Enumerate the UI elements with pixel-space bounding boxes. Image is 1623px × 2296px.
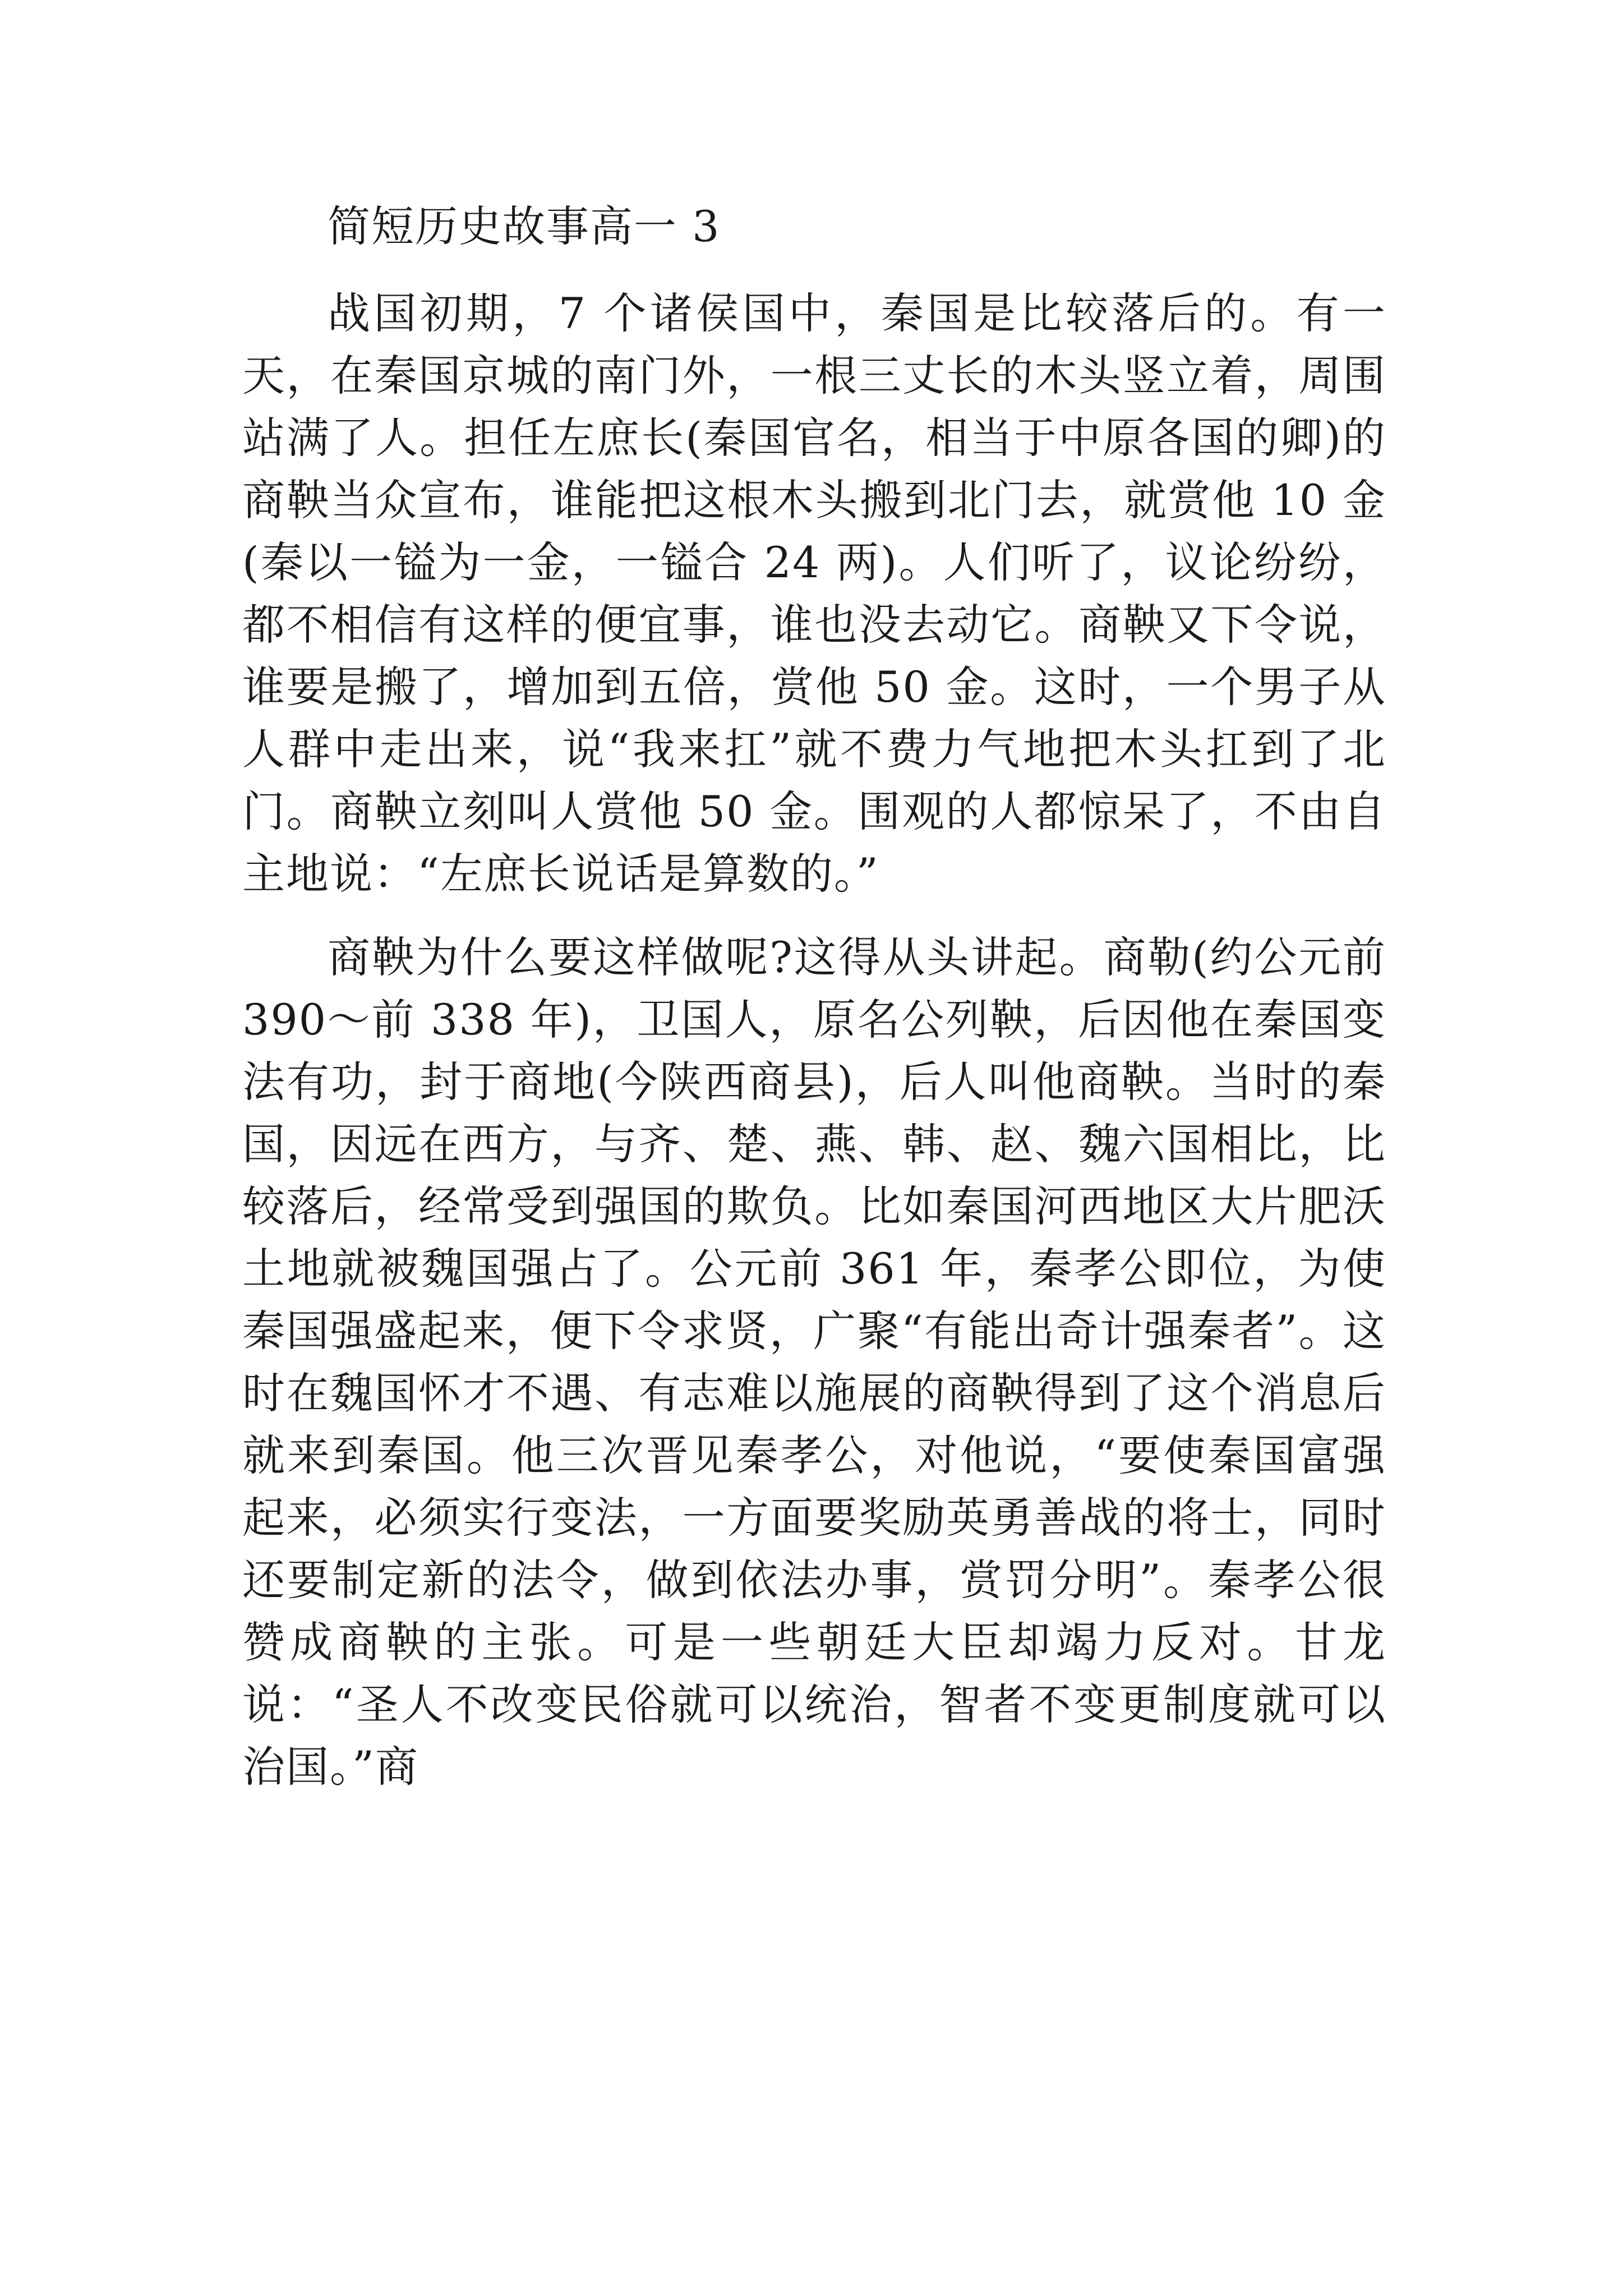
paragraph-2: 商鞅为什么要这样做呢?这得从头讲起。商勒(约公元前 390～前 338 年)，卫国人，原名公列鞅，后因他在秦国变法有功，封于商地(今陕西商县)，后人叫他商鞅。当时的秦国，因远在西方，与齐、楚、燕、韩、赵、魏六国相比，比较落后，经常受到强国的欺负。比如秦国河西地区大片肥沃土地就被魏国强占了。公元前 361 年，秦孝公即位，为使秦国强盛起来，便下令求贤，广聚“有能出奇计强秦者”。这时在魏国怀才不遇、有志难以施展的商鞅得到了这个消息后就来到秦国。他三次晋见秦孝公，对他说，“要使秦国富强起来，必须实行变法，一方面要奖励英勇善战的将士，同时还要制定新的法令，做到依法办事，赏罚分明”。秦孝公很赞成商鞅的主张。可是一些朝廷大臣却竭力反对。甘龙说：“圣人不改变民俗就可以统治，智者不变更制度就可以治国。”商 [242,932,1386,1792]
paragraph-1: 战国初期，7 个诸侯国中，秦国是比较落后的。有一天，在秦国京城的南门外，一根三丈长的木头竖立着，周围站满了人。担任左庶长(秦国官名，相当于中原各国的卿)的商鞅当众宣布，谁能把这根木头搬到北门去，就赏他 10 金(秦以一镒为一金，一镒合 24 两)。人们听了，议论纷纷，都不相信有这样的便宜事，谁也没去动它。商鞅又下令说，谁要是搬了，增加到五倍，赏他 50 金。这时，一个男子从人群中走出来，说“我来扛”就不费力气地把木头扛到了北门。商鞅立刻叫人赏他 50 金。围观的人都惊呆了，不由自主地说：“左庶长说话是算数的。” [242,288,1386,899]
document-title: 简短历史故事高一 3 [328,201,721,251]
document-body [242,195,1386,1798]
